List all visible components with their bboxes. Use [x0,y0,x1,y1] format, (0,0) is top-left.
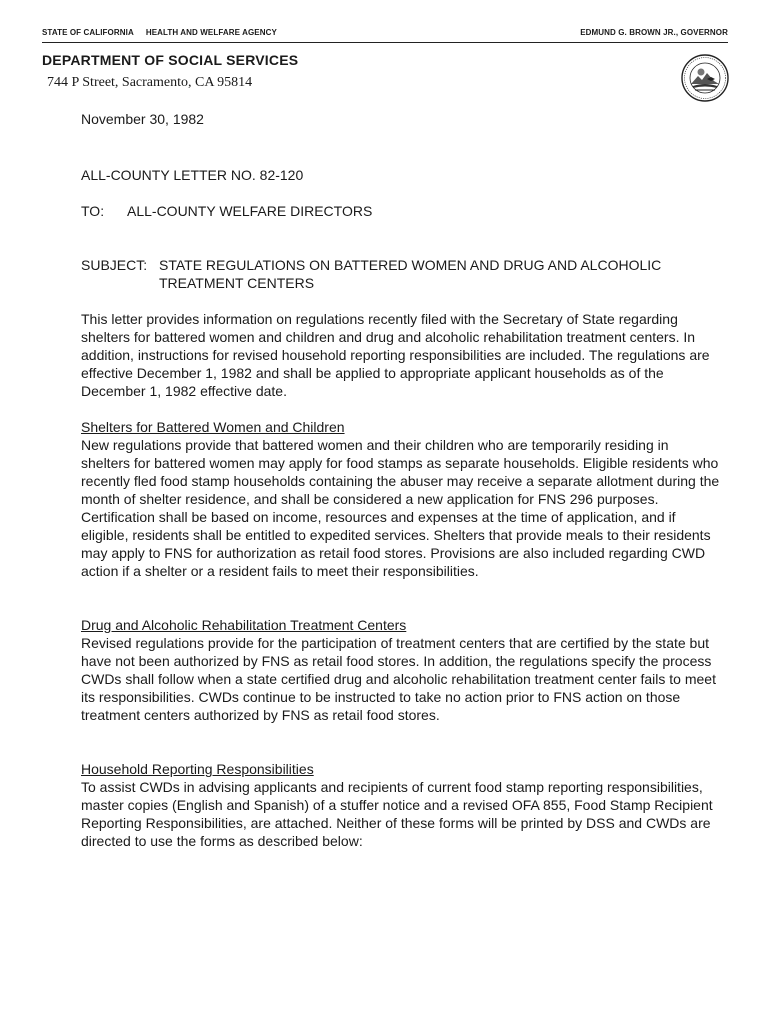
to-value: ALL-COUNTY WELFARE DIRECTORS [127,203,373,219]
section-body: New regulations provide that battered women and their children who are temporarily residing in shelters for battered women may apply for food stamps as separate households. Eligible residents who recently fled food stamp households containing the abuser may receive a separate allotment during the month of shelter residence, and shall be considered a new application for FNS 296 purposes. Certification shall be based on income, resources and expenses at the time of application, and if eligible, residents shall be entitled to expedited services. Shelters that provide meals to their residents may apply to FNS for authorization as retail food stores. Provisions are also included regarding CWD action if a shelter or a resident fails to meet their responsibilities. [81,437,720,579]
subject-label: SUBJECT: [81,257,148,273]
section-treatment-centers [81,616,721,724]
subject-value: STATE REGULATIONS ON BATTERED WOMEN AND DRUG AND ALCOHOLIC TREATMENT CENTERS [159,257,662,291]
section-body: To assist CWDs in advising applicants and recipients of current food stamp reporting responsibilities, master copies (English and Spanish) of a stuffer notice and a revised OFA 855, Food Stamp Recipient Reporting Responsibilities, are attached. Neither of these forms will be printed by DSS and CWDs are directed to use the forms as described below: [81,779,713,849]
state-agency [42,28,289,37]
department-address: 744 P Street, Sacramento, CA 95814 [47,75,253,90]
header-divider [42,42,728,43]
governor-name: EDMUND G. BROWN JR., GOVERNOR [580,28,728,37]
section-shelters [81,418,721,580]
section-household-reporting [81,760,721,850]
department-name: DEPARTMENT OF SOCIAL SERVICES [42,52,299,68]
state-name: STATE OF CALIFORNIA [42,28,134,37]
subject-line [81,256,721,292]
california-seal-icon [681,54,729,102]
letter-number: ALL-COUNTY LETTER NO. 82-120 [81,167,304,183]
section-heading: Household Reporting Responsibilities [81,761,314,777]
letterhead-top-line [42,28,728,37]
section-heading: Drug and Alcoholic Rehabilitation Treatment Centers [81,617,407,633]
section-body: Revised regulations provide for the participation of treatment centers that are certified by the state but have not been authorized by FNS as retail food stores. In addition, the regulations specify the process CWDs shall follow when a state certified drug and alcoholic rehabilitation treatment center fails to meet its responsibilities. CWDs continue to be instructed to take no action prior to FNS action on those treatment centers authorized by FNS as retail food stores. [81,635,716,723]
section-heading: Shelters for Battered Women and Children [81,419,345,435]
letter-date: November 30, 1982 [81,111,204,127]
agency-name: HEALTH AND WELFARE AGENCY [145,28,277,37]
letter-body [81,110,721,849]
to-label: TO: [81,203,105,219]
recipient-line [81,202,372,220]
intro-paragraph: This letter provides information on regulations recently filed with the Secretary of State regarding shelters for battered women and children and drug and alcoholic rehabilitation treatment centers. In addition, instructions for revised household reporting responsibilities are included. The regulations are effective December 1, 1982 and shall be applied to appropriate applicant households as of the December 1, 1982 effective date. [81,311,710,399]
